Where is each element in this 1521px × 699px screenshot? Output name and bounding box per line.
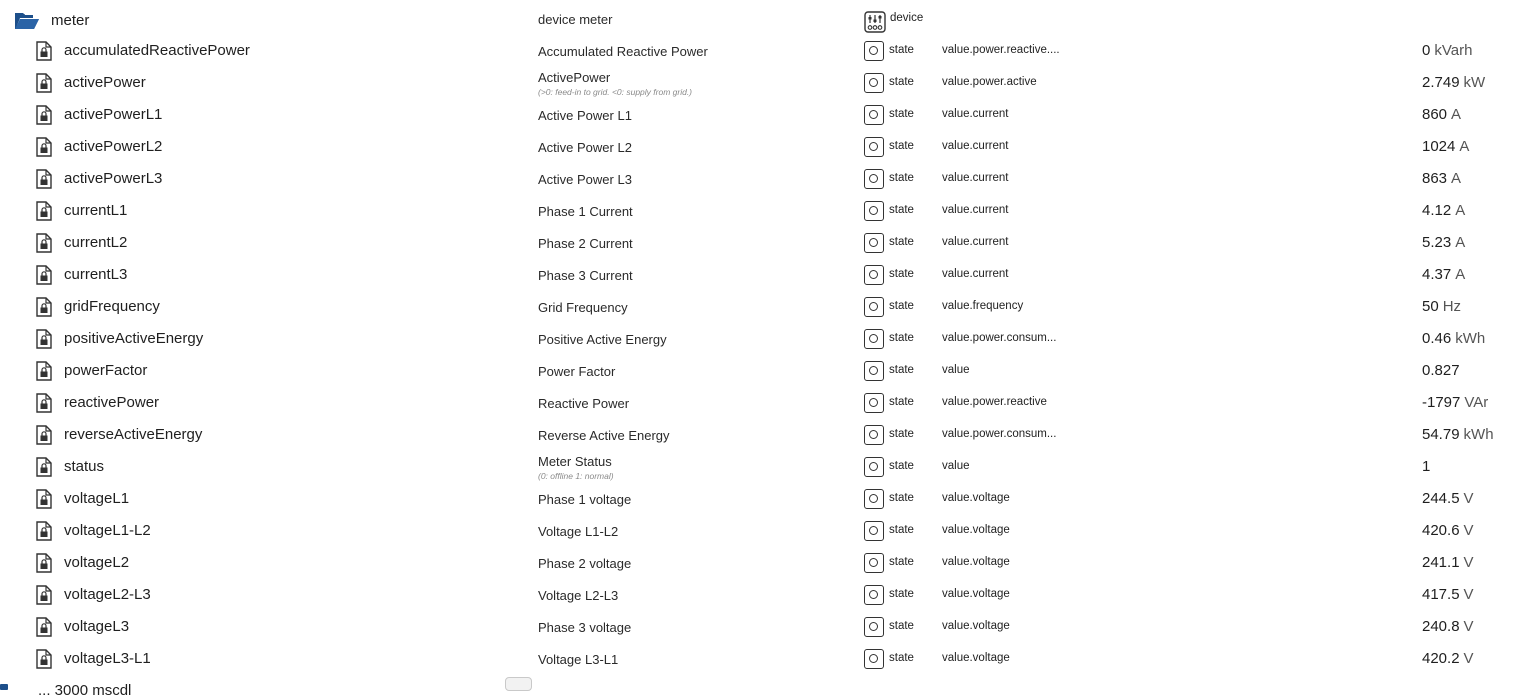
value-number: -1797 [1422,394,1461,411]
row-value[interactable] [1422,458,1434,475]
row-name [538,70,692,97]
state-icon[interactable] [864,105,884,125]
value-unit: A [1451,106,1462,123]
row-type: state [889,172,914,184]
row-type: state [889,364,914,376]
state-icon[interactable] [864,265,884,285]
state-icon[interactable] [864,553,884,573]
row-role: value.voltage [942,652,1010,664]
row-id: voltageL3-L1 [64,650,151,667]
row-value[interactable] [1422,554,1474,571]
row-id: voltageL3 [64,618,130,635]
value-unit: A [1455,234,1466,251]
state-icon[interactable] [864,617,884,637]
row-id: powerFactor [64,362,148,379]
state-icon[interactable] [864,649,884,669]
tree-row[interactable] [0,195,1521,227]
value-unit: VAr [1464,394,1489,411]
state-icon[interactable] [864,169,884,189]
row-type: state [889,620,914,632]
tree-row[interactable] [0,451,1521,483]
row-type: state [889,556,914,568]
row-type: state [889,140,914,152]
tree-folder-meter[interactable] [0,3,1521,35]
value-number: 4.12 [1422,202,1452,219]
row-type: state [889,268,914,280]
row-role: value [942,364,970,376]
value-unit: A [1455,202,1466,219]
row-id: voltageL2 [64,554,130,571]
tree-row[interactable] [0,227,1521,259]
locked-file-icon [36,105,52,125]
row-name: Phase 3 voltage [538,620,632,635]
row-id: voltageL2-L3 [64,586,151,603]
locked-file-icon [36,649,52,669]
row-id: currentL3 [64,266,128,283]
locked-file-icon [36,553,52,573]
tree-row[interactable] [0,291,1521,323]
folder-id: meter [51,12,90,29]
tree-row[interactable] [0,643,1521,675]
row-name: Power Factor [538,364,616,379]
tree-row[interactable] [0,579,1521,611]
state-icon[interactable] [864,489,884,509]
locked-file-icon [36,233,52,253]
value-number: 240.8 [1422,618,1460,635]
state-icon[interactable] [864,137,884,157]
row-role: value.current [942,108,1009,120]
next-folder-label: ... 3000 mscdl [38,682,132,699]
row-name: Voltage L2-L3 [538,588,619,603]
row-id: status [64,458,105,475]
value-number: 860 [1422,106,1448,123]
value-unit: kWh [1455,330,1486,347]
state-icon[interactable] [864,457,884,477]
row-name-main: Meter Status [538,454,612,469]
row-type: state [889,460,914,472]
value-unit: V [1463,554,1474,571]
locked-file-icon [36,201,52,221]
row-id: currentL2 [64,234,128,251]
tree-row[interactable] [0,483,1521,515]
row-name: Phase 2 voltage [538,556,632,571]
locked-file-icon [36,489,52,509]
state-icon[interactable] [864,329,884,349]
locked-file-icon [36,361,52,381]
row-type: state [889,300,914,312]
row-role: value.power.reactive [942,396,1047,408]
row-role: value.current [942,236,1009,248]
row-type: state [889,76,914,88]
value-unit: V [1463,522,1474,539]
row-value[interactable] [1422,42,1472,59]
row-role: value.voltage [942,492,1010,504]
state-icon[interactable] [864,361,884,381]
state-icon[interactable] [864,425,884,445]
row-role: value.current [942,268,1009,280]
tree-row[interactable] [0,131,1521,163]
folder-open-icon[interactable] [14,11,40,31]
tree-row[interactable] [0,99,1521,131]
locked-file-icon [36,617,52,637]
row-value[interactable] [1422,170,1461,187]
row-value[interactable] [1422,202,1465,219]
state-icon[interactable] [864,201,884,221]
value-number: 244.5 [1422,490,1460,507]
row-id: gridFrequency [64,298,160,315]
locked-file-icon [36,297,52,317]
row-value[interactable] [1422,650,1474,667]
tree-row[interactable] [0,67,1521,99]
row-type: state [889,204,914,216]
row-value[interactable] [1422,618,1474,635]
state-icon[interactable] [864,521,884,541]
value-unit: V [1463,650,1474,667]
folder-type: device [890,12,924,24]
row-value[interactable] [1422,106,1461,123]
value-number: 241.1 [1422,554,1460,571]
tree-row[interactable] [0,611,1521,643]
row-id: positiveActiveEnergy [64,330,204,347]
row-name-main: ActivePower [538,70,611,85]
state-icon[interactable] [864,41,884,61]
row-name: Active Power L3 [538,172,632,187]
folder-name: device meter [538,12,613,27]
value-unit: A [1455,266,1466,283]
row-id: voltageL1-L2 [64,522,151,539]
value-number: 54.79 [1422,426,1460,443]
state-icon[interactable] [864,297,884,317]
row-id: currentL1 [64,202,128,219]
locked-file-icon [36,425,52,445]
row-name: Voltage L1-L2 [538,524,619,539]
row-name: Active Power L2 [538,140,632,155]
row-value[interactable] [1422,138,1469,155]
locked-file-icon [36,521,52,541]
value-unit: V [1463,586,1474,603]
row-type: state [889,524,914,536]
row-value[interactable] [1422,522,1474,539]
locked-file-icon [36,169,52,189]
row-name: Positive Active Energy [538,332,667,347]
state-icon[interactable] [864,585,884,605]
row-value[interactable] [1422,298,1461,315]
value-number: 4.37 [1422,266,1452,283]
row-role: value.voltage [942,620,1010,632]
tree-row[interactable] [0,323,1521,355]
row-id: activePowerL2 [64,138,163,155]
locked-file-icon [36,457,52,477]
value-unit: kWh [1463,426,1494,443]
row-role: value.voltage [942,556,1010,568]
value-number: 0 [1422,42,1431,59]
locked-file-icon [36,41,52,61]
value-unit: A [1451,170,1462,187]
tree-row[interactable] [0,387,1521,419]
folder-icon [0,684,8,690]
value-unit: kVarh [1434,42,1473,59]
value-unit: A [1459,138,1470,155]
row-id: activePowerL3 [64,170,163,187]
row-value[interactable] [1422,362,1464,379]
row-action-button[interactable] [505,677,532,691]
state-icon[interactable] [864,73,884,93]
row-role: value.current [942,140,1009,152]
row-id: activePower [64,74,146,91]
tree-row[interactable] [0,419,1521,451]
row-name: Phase 1 voltage [538,492,632,507]
value-number: 417.5 [1422,586,1460,603]
value-number: 5.23 [1422,234,1452,251]
row-name: Phase 2 Current [538,236,633,251]
locked-file-icon [36,137,52,157]
value-unit: kW [1463,74,1486,91]
tree-row[interactable] [0,515,1521,547]
value-number: 0.46 [1422,330,1452,347]
row-id: reverseActiveEnergy [64,426,203,443]
row-id: accumulatedReactivePower [64,42,250,59]
row-name-note: (>0: feed-in to grid. <0: supply from grid.) [538,87,693,97]
locked-file-icon [36,73,52,93]
row-value[interactable] [1422,490,1474,507]
row-name: Reactive Power [538,396,630,411]
row-role: value.power.consum... [942,332,1057,344]
row-value[interactable] [1422,586,1474,603]
row-type: state [889,44,914,56]
row-name: Reverse Active Energy [538,428,670,443]
row-value[interactable] [1422,266,1465,283]
row-type: state [889,492,914,504]
row-value[interactable] [1422,426,1494,443]
value-number: 1 [1422,458,1431,475]
row-type: state [889,428,914,440]
row-role: value.voltage [942,588,1010,600]
row-name: Voltage L3-L1 [538,652,619,667]
row-name-note: (0: offline 1: normal) [538,471,614,481]
locked-file-icon [36,329,52,349]
value-number: 50 [1422,298,1439,315]
locked-file-icon [36,265,52,285]
row-name: Active Power L1 [538,108,632,123]
row-role: value.current [942,172,1009,184]
row-id: reactivePower [64,394,160,411]
row-role: value.voltage [942,524,1010,536]
tree-row[interactable] [0,259,1521,291]
row-type: state [889,236,914,248]
row-name: Accumulated Reactive Power [538,44,708,59]
row-role: value.power.consum... [942,428,1057,440]
row-name: Phase 3 Current [538,268,633,283]
tree-row[interactable] [0,163,1521,195]
row-value[interactable] [1422,234,1465,251]
value-number: 2.749 [1422,74,1460,91]
row-role: value.power.active [942,76,1037,88]
row-type: state [889,396,914,408]
row-value[interactable] [1422,394,1488,411]
row-name: Grid Frequency [538,300,628,315]
row-role: value [942,460,970,472]
row-role: value.current [942,204,1009,216]
row-id: voltageL1 [64,490,130,507]
tree-row[interactable] [0,35,1521,67]
row-type: state [889,652,914,664]
value-number: 0.827 [1422,362,1460,379]
state-icon[interactable] [864,233,884,253]
tree-row[interactable] [0,547,1521,579]
row-type: state [889,588,914,600]
state-icon[interactable] [864,393,884,413]
row-role: value.frequency [942,300,1024,312]
row-name [538,454,614,481]
value-number: 420.2 [1422,650,1460,667]
value-unit: Hz [1442,298,1462,315]
value-number: 420.6 [1422,522,1460,539]
row-role: value.power.reactive.... [942,44,1060,56]
row-id: activePowerL1 [64,106,163,123]
device-icon [864,11,886,33]
row-type: state [889,108,914,120]
tree-row[interactable] [0,355,1521,387]
value-unit: V [1463,618,1474,635]
row-value[interactable] [1422,74,1485,91]
value-unit: V [1463,490,1474,507]
locked-file-icon [36,393,52,413]
value-number: 863 [1422,170,1448,187]
row-type: state [889,332,914,344]
tree-folder-next[interactable] [0,676,1521,699]
row-name: Phase 1 Current [538,204,633,219]
value-number: 1024 [1422,138,1456,155]
locked-file-icon [36,585,52,605]
row-value[interactable] [1422,330,1485,347]
